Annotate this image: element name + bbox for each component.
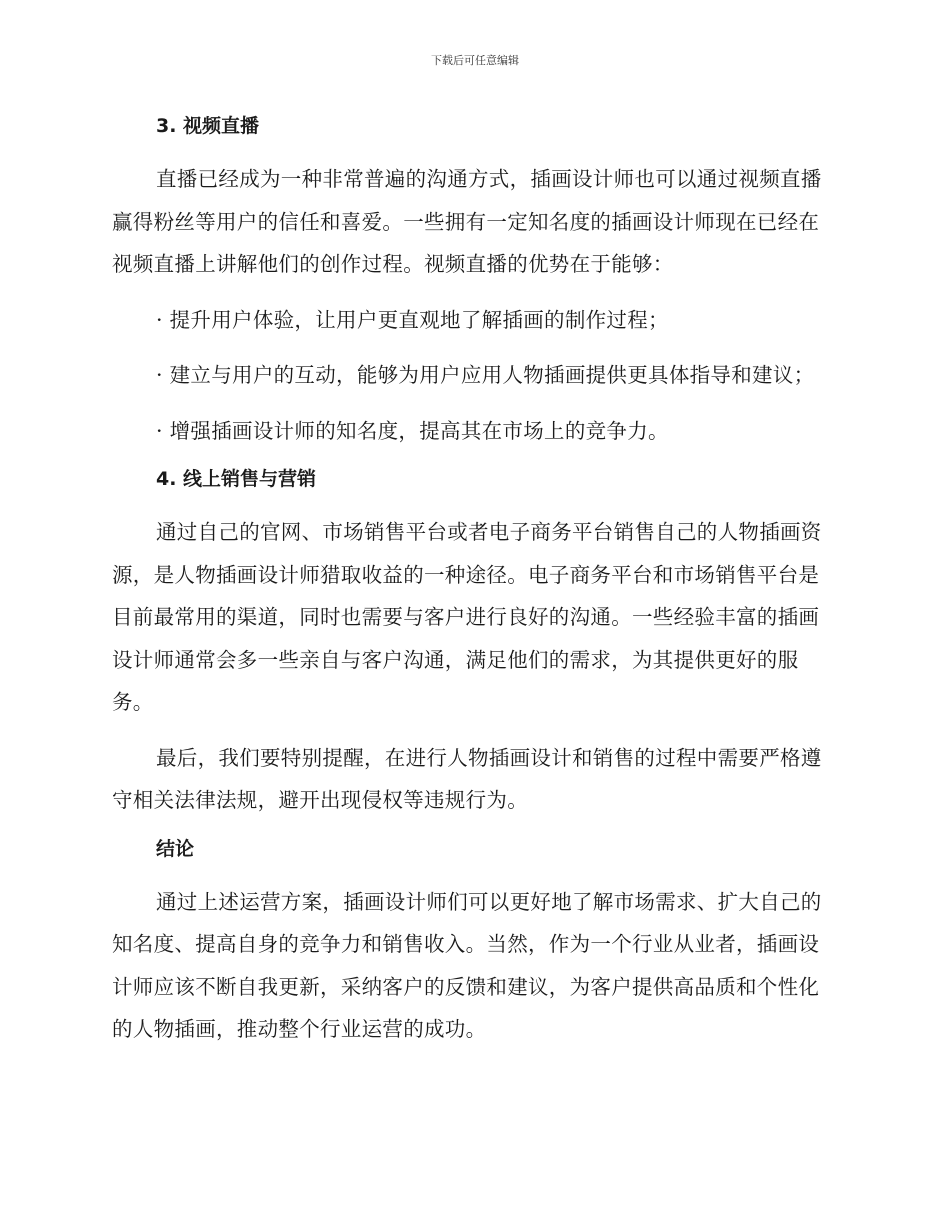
bullet-item: · 提升用户体验，让用户更直观地了解插画的制作过程； bbox=[156, 307, 669, 332]
section-heading-online-sales: 4. 线上销售与营销 bbox=[156, 468, 317, 490]
document-body bbox=[112, 112, 832, 1064]
page-header: 下载后可任意编辑 bbox=[431, 54, 519, 67]
section-heading-live-streaming: 3. 视频直播 bbox=[156, 115, 260, 137]
paragraph-conclusion: 通过上述运营方案，插画设计师们可以更好地了解市场需求、扩大自己的知名度、提高自身的竞争力和销售收入。当然，作为一个行业从业者，插画设计师应该不断自我更新，采纳客户的反馈和建议，为客户提供高品质和个性化的人物插画，推动整个行业运营的成功。 bbox=[112, 889, 822, 1041]
section-heading-conclusion: 结论 bbox=[156, 837, 195, 860]
paragraph-live-intro: 直播已经成为一种非常普遍的沟通方式，插画设计师也可以通过视频直播赢得粉丝等用户的信任和喜爱。一些拥有一定知名度的插画设计师现在已经在视频直播上讲解他们的创作过程。视频直播的优势在于能够： bbox=[112, 167, 822, 276]
bullet-item: · 建立与用户的互动，能够为用户应用人物插画提供更具体指导和建议； bbox=[156, 363, 815, 387]
bullet-item: · 增强插画设计师的知名度，提高其在市场上的竞争力。 bbox=[156, 418, 669, 443]
paragraph-legal-reminder: 最后，我们要特别提醒，在进行人物插画设计和销售的过程中需要严格遵守相关法律法规，避开出现侵权等违规行为。 bbox=[112, 745, 822, 812]
paragraph-sales-channels: 通过自己的官网、市场销售平台或者电子商务平台销售自己的人物插画资源，是人物插画设计师猎取收益的一种途径。电子商务平台和市场销售平台是目前最常用的渠道，同时也需要与客户进行良好的沟通。一些经验丰富的插画设计师通常会多一些亲自与客户沟通，满足他们的需求，为其提供更好的服务。 bbox=[112, 520, 822, 714]
